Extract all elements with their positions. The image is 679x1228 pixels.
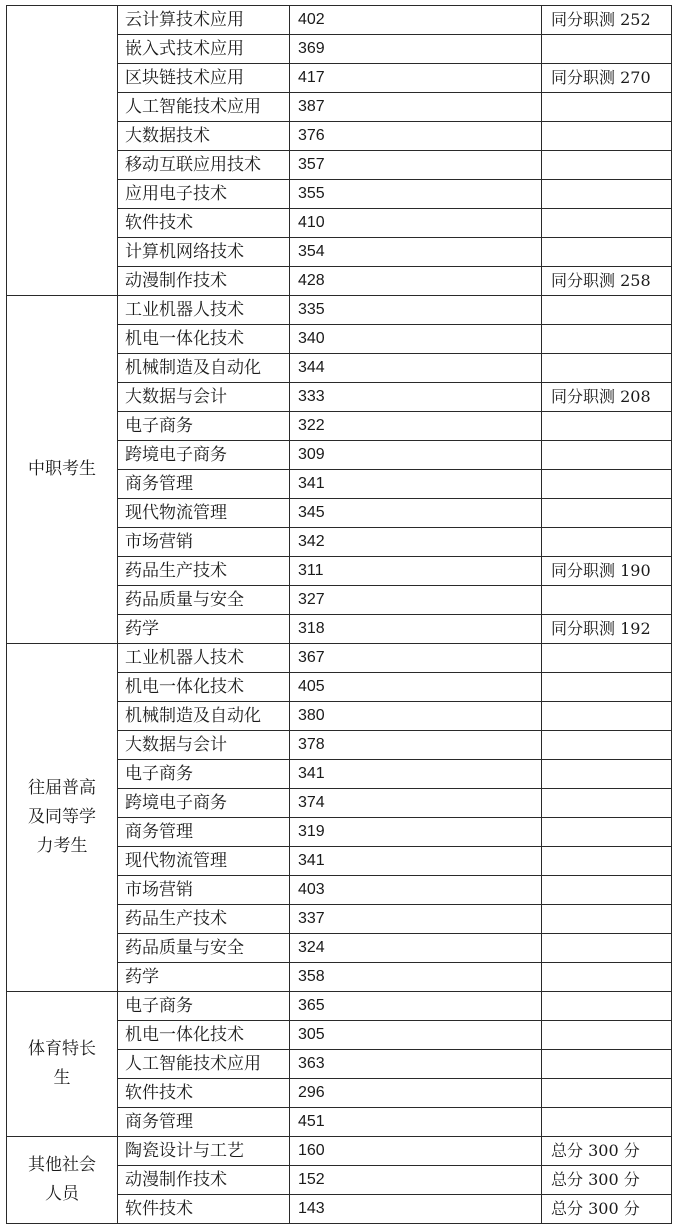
score-cell: 405 — [290, 673, 542, 702]
note-cell — [542, 673, 672, 702]
score-cell: 451 — [290, 1108, 542, 1137]
major-cell: 市场营销 — [118, 876, 290, 905]
score-cell: 335 — [290, 296, 542, 325]
note-cell — [542, 296, 672, 325]
major-cell: 人工智能技术应用 — [118, 93, 290, 122]
note-cell — [542, 180, 672, 209]
admission-score-table — [6, 5, 672, 1224]
group-label: 体育特长生 — [28, 1039, 96, 1088]
major-cell: 跨境电子商务 — [118, 789, 290, 818]
note-cell — [542, 963, 672, 992]
major-cell: 商务管理 — [118, 818, 290, 847]
score-cell: 380 — [290, 702, 542, 731]
score-cell: 357 — [290, 151, 542, 180]
note-cell: 同分职测 208 — [542, 383, 672, 412]
group-label: 其他社会人员 — [28, 1155, 96, 1204]
score-cell: 319 — [290, 818, 542, 847]
table-row — [7, 992, 672, 1021]
major-cell: 计算机网络技术 — [118, 238, 290, 267]
score-table-container — [6, 5, 671, 1221]
table-row — [7, 1137, 672, 1166]
note-cell: 同分职测 252 — [542, 6, 672, 35]
major-cell: 大数据技术 — [118, 122, 290, 151]
note-cell — [542, 789, 672, 818]
score-cell: 342 — [290, 528, 542, 557]
major-cell: 软件技术 — [118, 1079, 290, 1108]
score-cell: 374 — [290, 789, 542, 818]
note-cell — [542, 818, 672, 847]
score-cell: 324 — [290, 934, 542, 963]
score-cell: 417 — [290, 64, 542, 93]
group-cell — [7, 296, 118, 644]
table-row — [7, 6, 672, 35]
score-cell: 160 — [290, 1137, 542, 1166]
major-cell: 人工智能技术应用 — [118, 1050, 290, 1079]
score-cell: 143 — [290, 1195, 542, 1224]
major-cell: 工业机器人技术 — [118, 644, 290, 673]
major-cell: 药学 — [118, 615, 290, 644]
score-cell: 322 — [290, 412, 542, 441]
major-cell: 大数据与会计 — [118, 383, 290, 412]
major-cell: 动漫制作技术 — [118, 267, 290, 296]
group-cell — [7, 992, 118, 1137]
note-cell: 总分 300 分 — [542, 1137, 672, 1166]
score-cell: 363 — [290, 1050, 542, 1079]
major-cell: 应用电子技术 — [118, 180, 290, 209]
major-cell: 云计算技术应用 — [118, 6, 290, 35]
major-cell: 动漫制作技术 — [118, 1166, 290, 1195]
group-cell — [7, 1137, 118, 1224]
score-cell: 410 — [290, 209, 542, 238]
note-cell: 总分 300 分 — [542, 1195, 672, 1224]
note-cell — [542, 934, 672, 963]
group-cell — [7, 6, 118, 296]
major-cell: 商务管理 — [118, 470, 290, 499]
group-label: 中职考生 — [28, 459, 96, 479]
note-cell — [542, 412, 672, 441]
major-cell: 工业机器人技术 — [118, 296, 290, 325]
note-cell — [542, 847, 672, 876]
score-cell: 355 — [290, 180, 542, 209]
note-cell: 同分职测 270 — [542, 64, 672, 93]
table-row — [7, 644, 672, 673]
note-cell — [542, 122, 672, 151]
score-cell: 369 — [290, 35, 542, 64]
score-cell: 152 — [290, 1166, 542, 1195]
major-cell: 电子商务 — [118, 992, 290, 1021]
major-cell: 药品质量与安全 — [118, 934, 290, 963]
score-cell: 327 — [290, 586, 542, 615]
score-cell: 358 — [290, 963, 542, 992]
note-cell — [542, 702, 672, 731]
major-cell: 大数据与会计 — [118, 731, 290, 760]
major-cell: 区块链技术应用 — [118, 64, 290, 93]
table-row — [7, 296, 672, 325]
note-cell — [542, 644, 672, 673]
major-cell: 现代物流管理 — [118, 847, 290, 876]
score-cell: 337 — [290, 905, 542, 934]
major-cell: 跨境电子商务 — [118, 441, 290, 470]
note-cell — [542, 325, 672, 354]
score-cell: 387 — [290, 93, 542, 122]
major-cell: 商务管理 — [118, 1108, 290, 1137]
major-cell: 移动互联应用技术 — [118, 151, 290, 180]
score-cell: 341 — [290, 847, 542, 876]
note-cell — [542, 209, 672, 238]
note-cell — [542, 238, 672, 267]
major-cell: 电子商务 — [118, 412, 290, 441]
score-cell: 345 — [290, 499, 542, 528]
major-cell: 机械制造及自动化 — [118, 702, 290, 731]
note-cell: 同分职测 190 — [542, 557, 672, 586]
note-cell — [542, 441, 672, 470]
score-cell: 403 — [290, 876, 542, 905]
table-body — [7, 6, 672, 1224]
major-cell: 陶瓷设计与工艺 — [118, 1137, 290, 1166]
major-cell: 软件技术 — [118, 1195, 290, 1224]
note-cell — [542, 905, 672, 934]
note-cell — [542, 470, 672, 499]
group-cell — [7, 644, 118, 992]
major-cell: 药品质量与安全 — [118, 586, 290, 615]
note-cell: 同分职测 192 — [542, 615, 672, 644]
score-cell: 354 — [290, 238, 542, 267]
score-cell: 333 — [290, 383, 542, 412]
score-cell: 365 — [290, 992, 542, 1021]
score-cell: 296 — [290, 1079, 542, 1108]
note-cell — [542, 354, 672, 383]
note-cell — [542, 1050, 672, 1079]
score-cell: 341 — [290, 470, 542, 499]
note-cell — [542, 731, 672, 760]
note-cell — [542, 35, 672, 64]
score-cell: 318 — [290, 615, 542, 644]
major-cell: 药学 — [118, 963, 290, 992]
note-cell — [542, 93, 672, 122]
note-cell — [542, 528, 672, 557]
note-cell — [542, 586, 672, 615]
note-cell — [542, 1108, 672, 1137]
note-cell: 总分 300 分 — [542, 1166, 672, 1195]
note-cell — [542, 1079, 672, 1108]
note-cell: 同分职测 258 — [542, 267, 672, 296]
score-cell: 305 — [290, 1021, 542, 1050]
major-cell: 嵌入式技术应用 — [118, 35, 290, 64]
score-cell: 341 — [290, 760, 542, 789]
major-cell: 机械制造及自动化 — [118, 354, 290, 383]
score-cell: 340 — [290, 325, 542, 354]
major-cell: 现代物流管理 — [118, 499, 290, 528]
note-cell — [542, 499, 672, 528]
major-cell: 机电一体化技术 — [118, 325, 290, 354]
score-cell: 367 — [290, 644, 542, 673]
score-cell: 309 — [290, 441, 542, 470]
major-cell: 机电一体化技术 — [118, 673, 290, 702]
major-cell: 机电一体化技术 — [118, 1021, 290, 1050]
major-cell: 药品生产技术 — [118, 557, 290, 586]
score-cell: 378 — [290, 731, 542, 760]
note-cell — [542, 992, 672, 1021]
major-cell: 电子商务 — [118, 760, 290, 789]
score-cell: 376 — [290, 122, 542, 151]
major-cell: 市场营销 — [118, 528, 290, 557]
group-label: 往届普高及同等学力考生 — [28, 778, 96, 856]
note-cell — [542, 760, 672, 789]
score-cell: 344 — [290, 354, 542, 383]
note-cell — [542, 1021, 672, 1050]
score-cell: 311 — [290, 557, 542, 586]
major-cell: 药品生产技术 — [118, 905, 290, 934]
major-cell: 软件技术 — [118, 209, 290, 238]
score-cell: 428 — [290, 267, 542, 296]
note-cell — [542, 876, 672, 905]
score-cell: 402 — [290, 6, 542, 35]
note-cell — [542, 151, 672, 180]
